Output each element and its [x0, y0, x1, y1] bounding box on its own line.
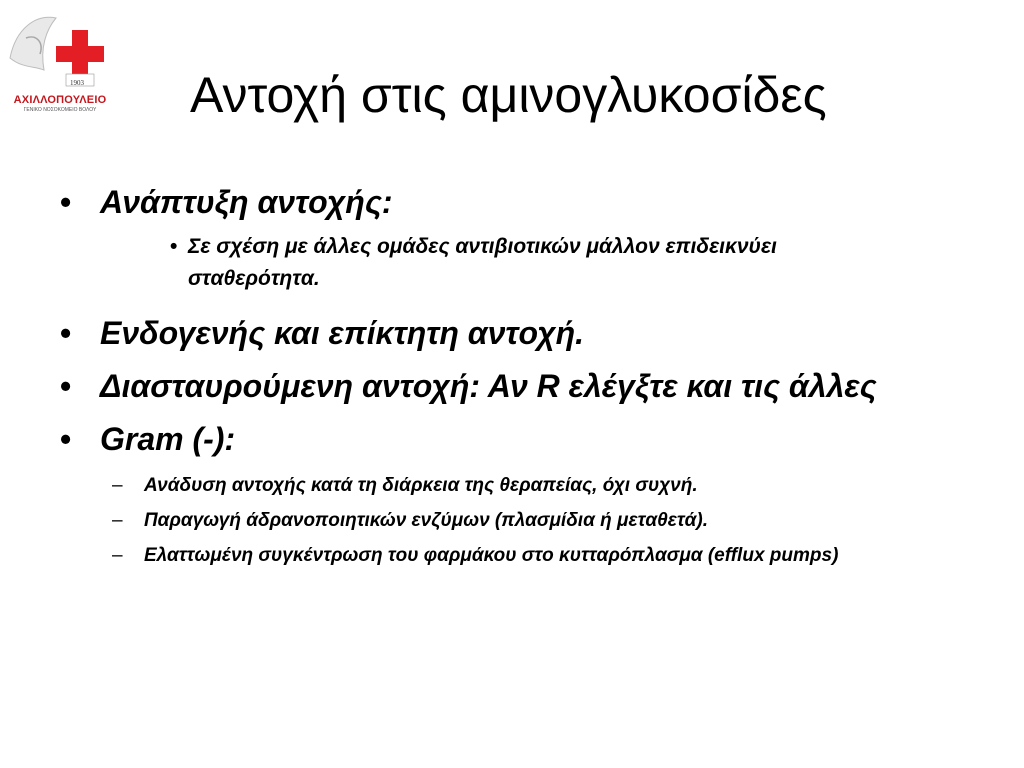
bullet-item [60, 313, 960, 354]
bullet-item [60, 366, 920, 407]
sub-bullet-text: Σε σχέση με άλλες ομάδες αντιβιοτικών μάλλον επιδεικνύει σταθερότητα. [188, 235, 777, 290]
dash-icon: – [112, 510, 123, 531]
bullet-item [60, 182, 960, 223]
hospital-logo [6, 8, 114, 116]
bullet-icon: • [60, 184, 72, 220]
bullet-icon: • [60, 315, 72, 351]
bullet-text: Ενδογενής και επίκτητη αντοχή. [100, 315, 585, 351]
logo-subtitle: ΓΕΝΙΚΟ ΝΟΣΟΚΟΜΕΙΟ ΒΟΛΟΥ [23, 107, 97, 113]
bullet-icon: • [60, 368, 72, 404]
red-cross-icon [6, 8, 114, 92]
bullet-text: Ανάπτυξη αντοχής: [100, 184, 393, 220]
dash-icon: – [112, 475, 123, 496]
bullet-text: Διασταυρούμενη αντοχή: Αν R ελέγξτε και τις άλλες [100, 368, 877, 404]
dash-text: Ανάδυση αντοχής κατά τη διάρκεια της θεραπείας, όχι συχνή. [144, 475, 698, 496]
dash-item [112, 507, 944, 534]
dash-text: Ελαττωμένη συγκέντρωση του φαρμάκου στο κυτταρόπλασμα (efflux pumps) [144, 545, 839, 566]
bullet-text: Gram (-): [100, 421, 236, 457]
sub-bullet-item [170, 231, 868, 295]
slide-content [60, 182, 960, 577]
dash-text: Παραγωγή άδρανοποιητικών ενζύμων (πλασμίδια ή μεταθετά). [144, 510, 708, 531]
slide-title: Αντοχή στις αμινογλυκοσίδες [190, 67, 827, 123]
dash-item [112, 472, 944, 499]
dash-icon: – [112, 545, 123, 566]
logo-name: ΑΧΙΛΛΟΠΟΥΛΕΙΟ [13, 94, 107, 106]
bullet-item [60, 419, 960, 460]
bullet-icon: • [170, 235, 178, 258]
bullet-icon: • [60, 421, 72, 457]
dash-item [112, 542, 944, 569]
logo-year: 1903 [70, 79, 84, 87]
